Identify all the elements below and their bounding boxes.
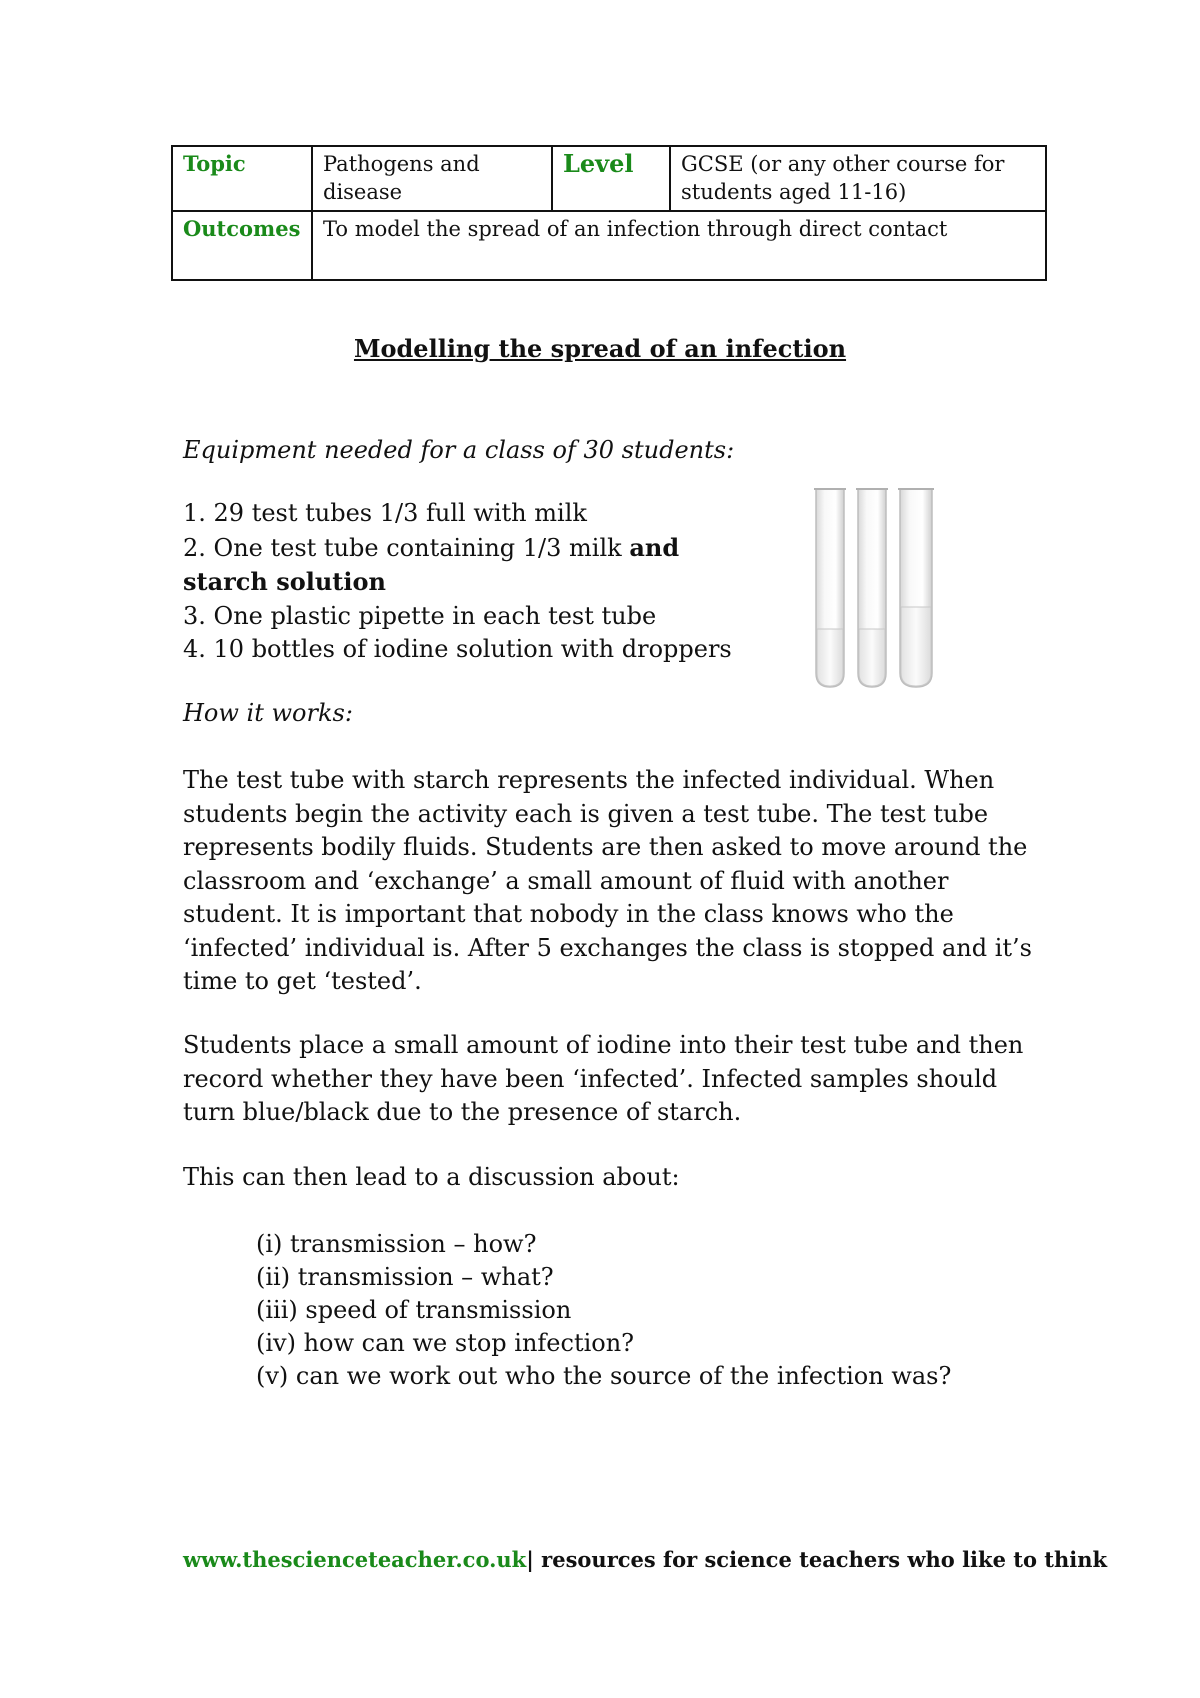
test-tubes-image — [810, 483, 940, 693]
equipment-item-4: 4. 10 bottles of iodine solution with droppers — [183, 635, 732, 663]
paragraph-2: Students place a small amount of iodine into their test tube and then record whether they have been ‘infected’. Infected samples should turn blue/black due to the presence of starch. — [183, 1031, 1024, 1126]
discussion-list — [256, 1228, 951, 1393]
discussion-item: (v) can we work out who the source of the infection was? — [256, 1362, 952, 1390]
info-row-topic — [172, 146, 1046, 211]
outcomes-value: To model the spread of an infection through direct contact — [312, 211, 1046, 280]
discussion-item: (iii) speed of transmission — [256, 1296, 572, 1324]
discussion-item: (i) transmission – how? — [256, 1230, 537, 1258]
footer-separator: | — [526, 1547, 534, 1572]
equipment-item-2-bold-a: and — [629, 532, 680, 562]
footer — [183, 1547, 1107, 1572]
how-it-works-heading: How it works: — [183, 699, 353, 727]
discussion-item: (ii) transmission – what? — [256, 1263, 554, 1291]
equipment-item-2-cont — [183, 565, 743, 600]
equipment-list — [183, 497, 743, 667]
outcomes-label: Outcomes — [172, 211, 312, 280]
footer-url-link[interactable]: www.thescienceteacher.co.uk — [183, 1547, 527, 1572]
page-title: Modelling the spread of an infection — [353, 334, 847, 363]
topic-label: Topic — [172, 146, 312, 211]
equipment-item-2 — [183, 531, 743, 566]
info-table — [171, 145, 1047, 281]
footer-tagline: resources for science teachers who like to think — [533, 1547, 1108, 1572]
equipment-item-1: 1. 29 test tubes 1/3 full with milk — [183, 499, 587, 527]
equipment-heading: Equipment needed for a class of 30 students: — [183, 436, 735, 464]
level-value: GCSE (or any other course for students aged 11-16) — [670, 146, 1046, 211]
equipment-item-2-text: 2. One test tube containing 1/3 milk — [183, 533, 630, 562]
paragraph-1: The test tube with starch represents the infected individual. When students begin the activity each is given a test tube. The test tube represents bodily fluids. Students are then asked to move around the classroom and ‘exchange’ a small amount of fluid with another student. It is important that nobody in the class knows who the ‘infected’ individual is. After 5 exchanges the class is stopped and it’s time to get ‘tested’. — [183, 766, 1032, 995]
paragraph-3: This can then lead to a discussion about: — [183, 1163, 680, 1191]
equipment-item-2-bold-b: starch solution — [183, 567, 386, 596]
topic-value: Pathogens and disease — [312, 146, 552, 211]
info-row-outcomes — [172, 211, 1046, 280]
level-label: Level — [552, 146, 670, 211]
equipment-item-3: 3. One plastic pipette in each test tube — [183, 601, 657, 630]
discussion-item: (iv) how can we stop infection? — [256, 1329, 635, 1357]
